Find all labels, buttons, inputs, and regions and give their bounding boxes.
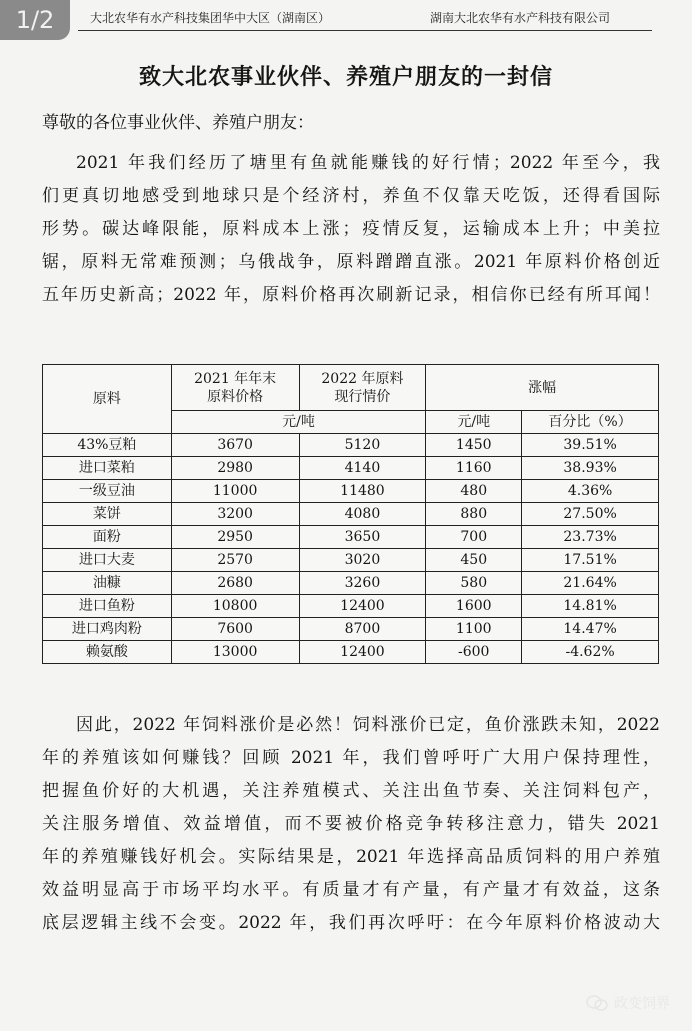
- unit-price: 元/吨: [171, 411, 426, 434]
- page-indicator: 1/2: [0, 0, 70, 40]
- cell-material: 一级豆油: [43, 480, 172, 503]
- cell-price-2021: 2680: [171, 572, 299, 595]
- wechat-icon: [586, 994, 608, 1012]
- cell-change-yuan: 1600: [426, 595, 522, 618]
- cell-material: 进口菜粕: [43, 457, 172, 480]
- cell-change-percent: 39.51%: [522, 434, 659, 457]
- cell-change-percent: -4.62%: [522, 641, 659, 664]
- table-row: [43, 480, 659, 503]
- cell-change-yuan: 1100: [426, 618, 522, 641]
- header-price-2022-line1: 2022 年原料: [321, 370, 404, 387]
- paragraph-1-line: 五年历史新高；2022 年，原料价格再次刷新记录，相信你已经有所耳闻！: [42, 285, 660, 305]
- cell-change-yuan: 450: [426, 549, 522, 572]
- watermark-text: 政变饲界: [614, 996, 670, 1012]
- table-row: [43, 434, 659, 457]
- cell-price-2022: 12400: [299, 641, 426, 664]
- cell-change-yuan: 700: [426, 526, 522, 549]
- cell-material: 进口鱼粉: [43, 595, 172, 618]
- paragraph-1-line: 形势。碳达峰限能，原料成本上涨；疫情反复，运输成本上升；中美拉: [42, 219, 660, 239]
- header-price-2022-line2: 现行情价: [334, 388, 391, 405]
- cell-price-2022: 3260: [299, 572, 426, 595]
- header-company: 湖南大北农华有水产科技有限公司: [429, 11, 610, 25]
- paragraph-2-line: 把握鱼价好的大机遇，关注养殖模式、关注出鱼节奏、关注饲料包产，: [42, 781, 660, 801]
- cell-price-2022: 11480: [299, 480, 426, 503]
- cell-price-2021: 3200: [171, 503, 299, 526]
- table-row: [43, 618, 659, 641]
- paragraph-1-line: 锯，原料无常难预测；乌俄战争，原料蹭蹭直涨。2021 年原料价格创近: [42, 252, 660, 272]
- cell-price-2022: 12400: [299, 595, 426, 618]
- table-row: [43, 572, 659, 595]
- cell-change-percent: 14.81%: [522, 595, 659, 618]
- cell-price-2021: 2570: [171, 549, 299, 572]
- cell-price-2022: 4080: [299, 503, 426, 526]
- cell-change-yuan: 1450: [426, 434, 522, 457]
- cell-material: 进口大麦: [43, 549, 172, 572]
- table-body: [43, 434, 659, 664]
- cell-price-2021: 7600: [171, 618, 299, 641]
- cell-material: 面粉: [43, 526, 172, 549]
- header-price-2022: [299, 365, 426, 411]
- letter-greeting: 尊敬的各位事业伙伴、养殖户朋友：: [42, 113, 314, 133]
- cell-price-2021: 10800: [171, 595, 299, 618]
- cell-price-2021: 2980: [171, 457, 299, 480]
- cell-material: 进口鸡肉粉: [43, 618, 172, 641]
- paragraph-2-line: 年的养殖赚钱好机会。实际结果是，2021 年选择高品质饲料的用户养殖: [42, 847, 660, 867]
- cell-price-2022: 8700: [299, 618, 426, 641]
- paragraph-2-line: 年的养殖该如何赚钱？回顾 2021 年，我们曾呼吁广大用户保持理性，: [42, 748, 660, 768]
- table-row: [43, 526, 659, 549]
- cell-price-2021: 13000: [171, 641, 299, 664]
- watermark: [586, 993, 670, 1013]
- raw-material-price-table: [42, 364, 659, 664]
- cell-change-yuan: 580: [426, 572, 522, 595]
- cell-material: 43%豆粕: [43, 434, 172, 457]
- table-row: [43, 641, 659, 664]
- cell-material: 油糠: [43, 572, 172, 595]
- cell-price-2022: 3020: [299, 549, 426, 572]
- table-row: [43, 503, 659, 526]
- cell-change-percent: 4.36%: [522, 480, 659, 503]
- table-row: [43, 457, 659, 480]
- cell-price-2021: 11000: [171, 480, 299, 503]
- header-price-2021-line2: 原料价格: [207, 388, 264, 405]
- cell-change-percent: 21.64%: [522, 572, 659, 595]
- paragraph-1-line: 2021 年我们经历了塘里有鱼就能赚钱的好行情；2022 年至今，我: [76, 153, 660, 173]
- header-price-2021: [171, 365, 299, 411]
- paragraph-2-line: 关注服务增值、效益增值，而不要被价格竞争转移注意力，错失 2021: [42, 814, 660, 834]
- cell-price-2022: 5120: [299, 434, 426, 457]
- table-header-row: [43, 365, 659, 411]
- paragraph-1: [42, 147, 660, 312]
- header-change: 涨幅: [426, 365, 659, 411]
- paragraph-2-line: 因此，2022 年饲料涨价是必然！饲料涨价已定，鱼价涨跌未知，2022: [76, 715, 660, 735]
- cell-price-2022: 4140: [299, 457, 426, 480]
- cell-change-yuan: 1160: [426, 457, 522, 480]
- unit-percent: 百分比（%）: [522, 411, 659, 434]
- cell-price-2022: 3650: [299, 526, 426, 549]
- header-company-group: 大北农华有水产科技集团华中大区（湖南区）: [90, 11, 331, 25]
- paragraph-1-line: 们更真切地感受到地球只是个经济村，养鱼不仅靠天吃饭，还得看国际: [42, 186, 660, 206]
- header-material: 原料: [43, 365, 172, 434]
- paragraph-2-line: 效益明显高于市场平均水平。有质量才有产量，有产量才有效益，这条: [42, 880, 660, 900]
- cell-change-percent: 23.73%: [522, 526, 659, 549]
- header-divider: [78, 30, 652, 31]
- cell-change-percent: 14.47%: [522, 618, 659, 641]
- cell-price-2021: 3670: [171, 434, 299, 457]
- cell-change-yuan: 880: [426, 503, 522, 526]
- cell-price-2021: 2950: [171, 526, 299, 549]
- cell-material: 赖氨酸: [43, 641, 172, 664]
- cell-change-yuan: -600: [426, 641, 522, 664]
- cell-change-yuan: 480: [426, 480, 522, 503]
- header-price-2021-line1: 2021 年年末: [194, 370, 277, 387]
- cell-change-percent: 38.93%: [522, 457, 659, 480]
- cell-change-percent: 27.50%: [522, 503, 659, 526]
- cell-material: 菜饼: [43, 503, 172, 526]
- cell-change-percent: 17.51%: [522, 549, 659, 572]
- unit-change: 元/吨: [426, 411, 522, 434]
- paragraph-2: [42, 709, 660, 940]
- table-row: [43, 595, 659, 618]
- paragraph-2-line: 底层逻辑主线不会变。2022 年，我们再次呼吁：在今年原料价格波动大: [42, 913, 660, 933]
- table-row: [43, 549, 659, 572]
- letter-title: 致大北农事业伙伴、养殖户朋友的一封信: [138, 64, 553, 90]
